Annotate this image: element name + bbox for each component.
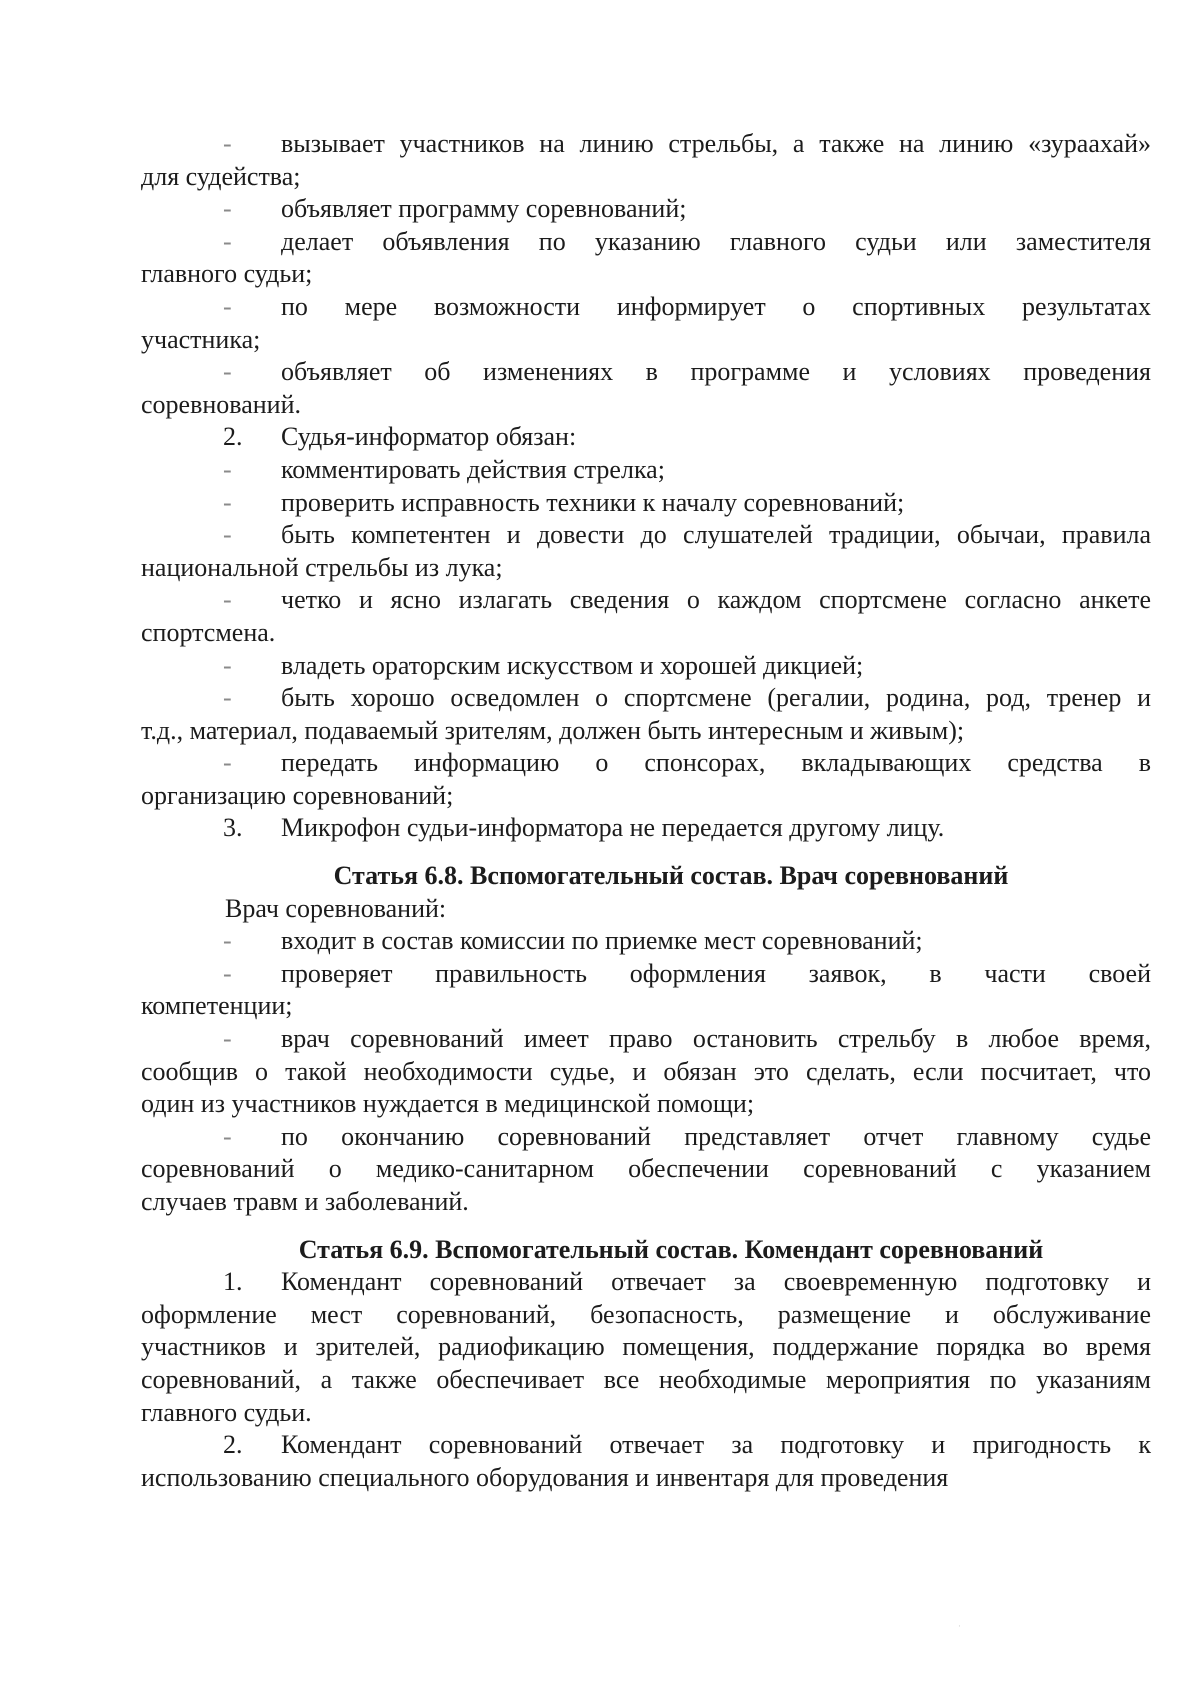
list-item-text: организацию соревнований; (141, 780, 454, 810)
bullet-dash: - (223, 291, 232, 321)
list-item-continuation (141, 258, 1151, 291)
list-item-first-line (141, 925, 1151, 958)
bullet-dash: - (223, 958, 232, 988)
scan-speck: · (958, 1622, 961, 1632)
list-item-text: случаев травм и заболеваний. (141, 1187, 469, 1216)
bullet-dash: - (223, 357, 232, 387)
list-item-first-line (141, 226, 1151, 259)
section-doctor-duties (141, 925, 1151, 1218)
list-item-first-line (141, 421, 1151, 454)
list-item-text: соревнований о медико-санитарном обеспечении соревнований с указанием (141, 1154, 1151, 1184)
list-item-text: участника; (141, 324, 261, 354)
list-item-continuation (141, 1364, 1151, 1397)
list-item-text: т.д., материал, подаваемый зрителям, должен быть интересным и живым); (141, 715, 965, 745)
article-6-9-heading: Статья 6.9. Вспомогательный состав. Комендант соревнований (298, 1234, 1044, 1264)
list-item-text: комментировать действия стрелка; (281, 454, 665, 484)
list-item-first-line (141, 487, 1151, 520)
list-item-text: проверяет правильность оформления заявок, в части своей (281, 958, 1151, 988)
list-item-first-line (141, 128, 1151, 161)
item-number: 3. (223, 813, 243, 843)
list-item-first-line (141, 356, 1151, 389)
list-item-text: оформление мест соревнований, безопасность, размещение и обслуживание (141, 1299, 1151, 1329)
list-item-continuation (141, 1153, 1151, 1186)
item-number: 1. (223, 1267, 243, 1297)
list-item-first-line (141, 1266, 1151, 1299)
list-item-text: национальной стрельбы из лука; (141, 552, 503, 582)
bullet-dash: - (223, 454, 232, 484)
list-item-text: объявляет программу соревнований; (281, 194, 687, 224)
doctor-lead: Врач соревнований: (225, 893, 447, 923)
bullet-dash: - (223, 1024, 232, 1054)
list-item-text: четко и ясно излагать сведения о каждом спортсмене согласно анкете (281, 585, 1151, 615)
list-item-first-line (141, 291, 1151, 324)
bullet-dash: - (223, 650, 232, 680)
list-item-continuation (141, 161, 1151, 194)
bullet-dash: - (223, 748, 232, 778)
article-6-8-heading: Статья 6.8. Вспомогательный состав. Врач соревнований (333, 861, 1009, 891)
list-item-continuation (141, 715, 1151, 748)
list-item-continuation (141, 990, 1151, 1023)
list-item-first-line (141, 682, 1151, 715)
list-item-text: владеть ораторским искусством и хорошей дикцией; (281, 650, 864, 680)
list-item-text: спортсмена. (141, 617, 276, 647)
list-item-first-line (141, 584, 1151, 617)
bullet-dash: - (223, 926, 232, 956)
list-item-text: Комендант соревнований отвечает за подготовку и пригодность к (281, 1430, 1151, 1460)
bullet-dash: - (223, 129, 232, 158)
list-item-text: проверить исправность техники к началу соревнований; (281, 487, 905, 517)
list-item-text: по мере возможности информирует о спортивных результатах (281, 291, 1151, 321)
bullet-dash: - (223, 1121, 232, 1151)
list-item-first-line (141, 454, 1151, 487)
bullet-dash: - (223, 520, 232, 550)
list-item-continuation (141, 1331, 1151, 1364)
section-informator-duties (141, 128, 1151, 845)
bullet-dash: - (223, 683, 232, 713)
list-item-text: быть компетентен и довести до слушателей традиции, обычаи, правила (281, 520, 1151, 550)
list-item-first-line (141, 958, 1151, 991)
list-item-text: участников и зрителей, радиофикацию помещения, поддержание порядка во время (141, 1332, 1151, 1362)
list-item-text: Судья-информатор обязан: (281, 422, 577, 452)
list-item-text: Комендант соревнований отвечает за своевременную подготовку и (281, 1267, 1151, 1297)
list-item-text: соревнований, а также обеспечивает все необходимые мероприятия по указаниям (141, 1364, 1151, 1394)
list-item-continuation (141, 389, 1151, 422)
section-commandant-duties (141, 1266, 1151, 1494)
list-item-text: сообщив о такой необходимости судье, и обязан это сделать, если посчитает, что (141, 1056, 1151, 1086)
bullet-dash: - (223, 487, 232, 517)
list-item-text: вызывает участников на линию стрельбы, а также на линию «зураахай» (281, 129, 1151, 158)
list-item-continuation (141, 1397, 1151, 1430)
list-item-continuation (141, 780, 1151, 813)
list-item-continuation (141, 1056, 1151, 1089)
list-item-first-line (141, 650, 1151, 683)
bullet-dash: - (223, 194, 232, 224)
list-item-continuation (141, 1186, 1151, 1219)
list-item-text: делает объявления по указанию главного судьи или заместителя (281, 226, 1151, 256)
list-item-first-line (141, 1121, 1151, 1154)
item-number: 2. (223, 422, 243, 452)
list-item-first-line (141, 193, 1151, 226)
list-item-text: соревнований. (141, 389, 301, 419)
list-item-text: Микрофон судьи-информатора не передается другому лицу. (281, 813, 945, 843)
list-item-continuation (141, 1299, 1151, 1332)
list-item-first-line (141, 519, 1151, 552)
list-item-text: главного судьи. (141, 1397, 312, 1427)
list-item-first-line (141, 812, 1151, 845)
item-number: 2. (223, 1430, 243, 1460)
bullet-dash: - (223, 585, 232, 615)
list-item-continuation (141, 1088, 1151, 1121)
list-item-continuation (141, 324, 1151, 357)
list-item-text: один из участников нуждается в медицинской помощи; (141, 1089, 755, 1119)
list-item-first-line (141, 747, 1151, 780)
list-item-first-line (141, 1023, 1151, 1056)
list-item-continuation (141, 1462, 1151, 1495)
list-item-continuation (141, 552, 1151, 585)
list-item-text: для судейства; (141, 161, 301, 191)
list-item-text: объявляет об изменениях в программе и условиях проведения (281, 357, 1151, 387)
list-item-text: компетенции; (141, 991, 293, 1021)
list-item-text: входит в состав комиссии по приемке мест соревнований; (281, 926, 923, 956)
list-item-continuation (141, 617, 1151, 650)
list-item-text: врач соревнований имеет право остановить стрельбу в любое время, (281, 1024, 1151, 1054)
list-item-text: главного судьи; (141, 259, 313, 289)
list-item-first-line (141, 1429, 1151, 1462)
bullet-dash: - (223, 226, 232, 256)
list-item-text: передать информацию о спонсорах, вкладывающих средства в (281, 748, 1151, 778)
list-item-text: быть хорошо осведомлен о спортсмене (регалии, родина, род, тренер и (281, 683, 1151, 713)
list-item-text: по окончанию соревнований представляет отчет главному судье (281, 1121, 1151, 1151)
list-item-text: использованию специального оборудования и инвентаря для проведения (141, 1462, 949, 1492)
document-page (141, 128, 1151, 1494)
